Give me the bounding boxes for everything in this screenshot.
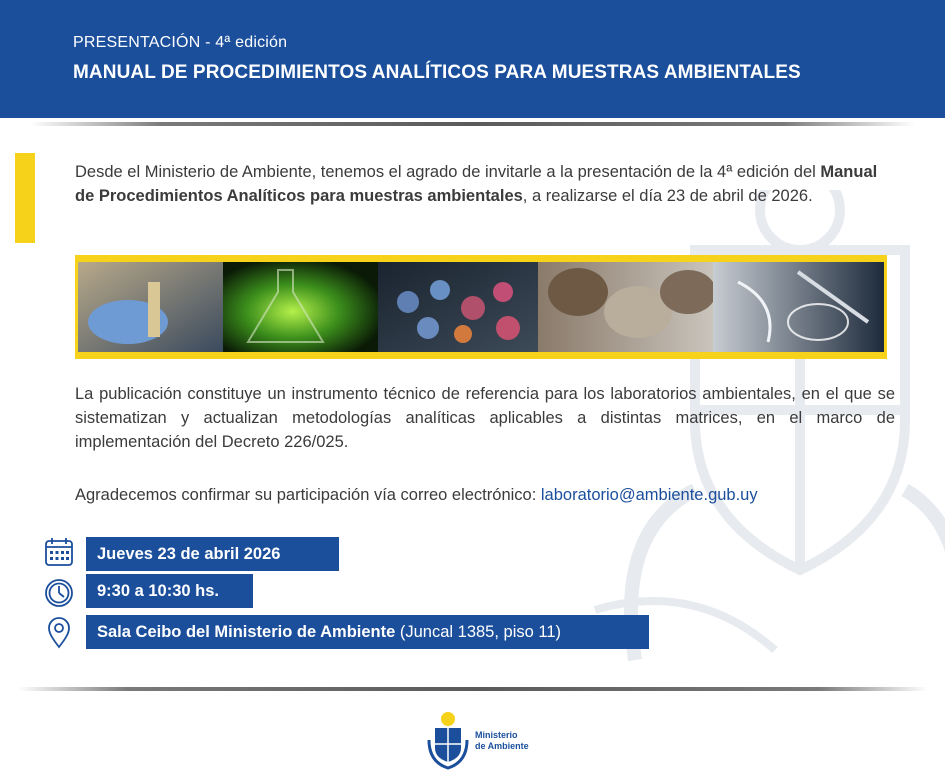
header-title: MANUAL DE PROCEDIMIENTOS ANALÍTICOS PARA MUESTRAS AMBIENTALES: [73, 62, 801, 83]
logo-line-2: de Ambiente: [475, 741, 529, 751]
top-divider: [30, 122, 915, 126]
event-place: [86, 615, 649, 649]
intro-paragraph: [75, 160, 885, 208]
clock-icon: [42, 576, 76, 610]
confirm-text: Agradecemos confirmar su participación vía correo electrónico:: [75, 486, 541, 504]
header-banner: [0, 0, 945, 118]
calendar-icon: [42, 535, 76, 569]
place-name: Sala Ceibo del Ministerio de Ambiente: [97, 623, 396, 641]
location-pin-icon: [42, 616, 76, 650]
ministry-logo-text: [475, 730, 529, 752]
manual-title-bold: Manual de Procedimientos Analíticos para muestras ambientales: [75, 163, 878, 205]
event-date: Jueves 23 de abril 2026: [86, 537, 339, 571]
confirm-paragraph: [75, 483, 905, 507]
header-kicker: PRESENTACIÓN - 4ª edición: [73, 34, 288, 51]
lab-photo-strip: [75, 255, 887, 359]
bottom-divider: [18, 687, 928, 691]
event-time: 9:30 a 10:30 hs.: [86, 574, 253, 608]
email-link[interactable]: laboratorio@ambiente.gub.uy: [540, 486, 758, 504]
logo-line-1: Ministerio: [475, 730, 518, 740]
place-detail: (Juncal 1385, piso 11): [395, 623, 561, 641]
intro-text-1: Desde el Ministerio de Ambiente, tenemos el agrado de invitarle a la presentación de la 4ª edición del: [75, 163, 821, 181]
intro-text-2: , a realizarse el día 23 de abril de 2026.: [522, 187, 813, 205]
description-paragraph: La publicación constituye un instrumento técnico de referencia para los laboratorios ambientales, en el que se sistematizan y actualizan metodologías analíticas aplicables a distintas matrices, en el marco de implementación del Decreto 226/025.: [75, 385, 895, 451]
accent-bar: [15, 153, 35, 243]
ministry-coat-of-arms-logo: [425, 710, 471, 770]
